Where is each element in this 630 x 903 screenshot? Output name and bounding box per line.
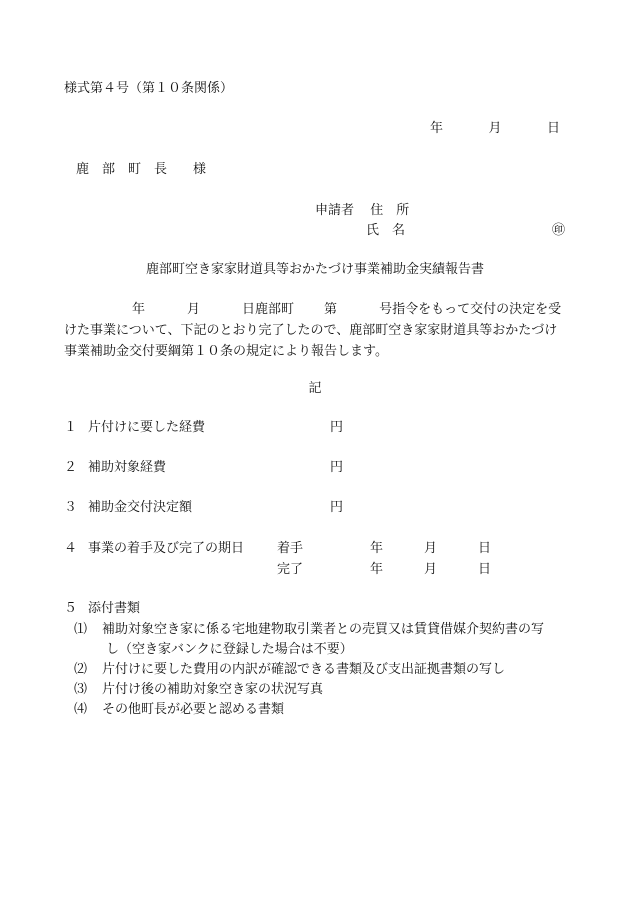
item-1-number: １: [64, 420, 78, 435]
attachment-4-number: ⑷: [74, 702, 88, 717]
item-5: [64, 599, 140, 619]
ki-heading: 記: [308, 381, 322, 396]
body-paragraph: [64, 299, 574, 362]
attachment-4-text: その他町長が必要と認める書類: [102, 702, 285, 717]
attachment-2-text: 片付けに要した費用の内訳が確認できる書類及び支出証拠書類の写し: [102, 662, 506, 677]
item-1-unit: 円: [330, 420, 344, 435]
item-3: [64, 498, 192, 518]
start-label: 着手: [277, 541, 304, 556]
body-number: 第: [324, 302, 338, 317]
end-day: 日: [478, 562, 492, 577]
attachment-2: [74, 660, 584, 680]
applicant-label: 申請者: [315, 203, 355, 218]
document-title: 鹿部町空き家家財道具等おかたづけ事業補助金実績報告書: [145, 262, 484, 277]
item-1: [64, 418, 205, 438]
item-2-label: 補助対象経費: [88, 460, 167, 475]
date-year: 年: [430, 121, 444, 136]
item-4-number: ４: [64, 541, 78, 556]
item-1-label: 片付けに要した経費: [88, 420, 206, 435]
submission-date: [430, 119, 560, 139]
body-line-1: [64, 299, 574, 320]
address-label: 住 所: [370, 203, 410, 218]
item-3-unit: 円: [330, 500, 344, 515]
body-year: 年: [132, 302, 146, 317]
addressee: 鹿 部 町 長 様: [76, 162, 207, 177]
body-line-1-rest: 号指令をもって交付の決定を受: [379, 302, 562, 317]
end-month: 月: [424, 562, 438, 577]
date-day: 日: [546, 121, 560, 136]
date-month: 月: [488, 121, 502, 136]
item-5-label: 添付書類: [88, 601, 141, 616]
end-year: 年: [370, 562, 384, 577]
seal-mark: ㊞: [552, 223, 566, 238]
item-3-number: ３: [64, 500, 78, 515]
item-2-unit: 円: [330, 460, 344, 475]
start-year: 年: [370, 541, 384, 556]
attachment-1: [74, 620, 584, 640]
item-4: [64, 539, 244, 559]
attachment-1-continued: し（空き家バンクに登録した場合は不要）: [106, 642, 353, 657]
attachment-3-text: 片付け後の補助対象空き家の状況写真: [102, 682, 324, 697]
body-day-town: 日鹿部町: [242, 302, 295, 317]
item-2: [64, 458, 166, 478]
attachment-3: [74, 680, 584, 700]
attachment-3-number: ⑶: [74, 682, 88, 697]
body-month: 月: [187, 302, 201, 317]
attachment-4: [74, 700, 584, 720]
end-label: 完了: [277, 562, 304, 577]
item-4-label: 事業の着手及び完了の期日: [88, 541, 245, 556]
start-day: 日: [478, 541, 492, 556]
applicant-name-row: [366, 221, 405, 241]
item-5-number: ５: [64, 601, 78, 616]
attachment-1-text: 補助対象空き家に係る宅地建物取引業者との売買又は賃貸借媒介契約書の写: [102, 622, 545, 637]
name-label: 氏 名: [366, 223, 406, 238]
item-2-number: ２: [64, 460, 78, 475]
attachment-1-number: ⑴: [74, 622, 88, 637]
attachment-2-number: ⑵: [74, 662, 88, 677]
item-3-label: 補助金交付決定額: [88, 500, 193, 515]
applicant-address-row: [315, 201, 409, 221]
start-month: 月: [424, 541, 438, 556]
form-number: 様式第４号（第１０条関係）: [64, 81, 234, 96]
body-line-2: けた事業について、下記のとおり完了したので、鹿部町空き家家財道具等おかたづけ: [64, 323, 558, 338]
body-line-3: 事業補助金交付要綱第１０条の規定により報告します。: [64, 344, 388, 359]
